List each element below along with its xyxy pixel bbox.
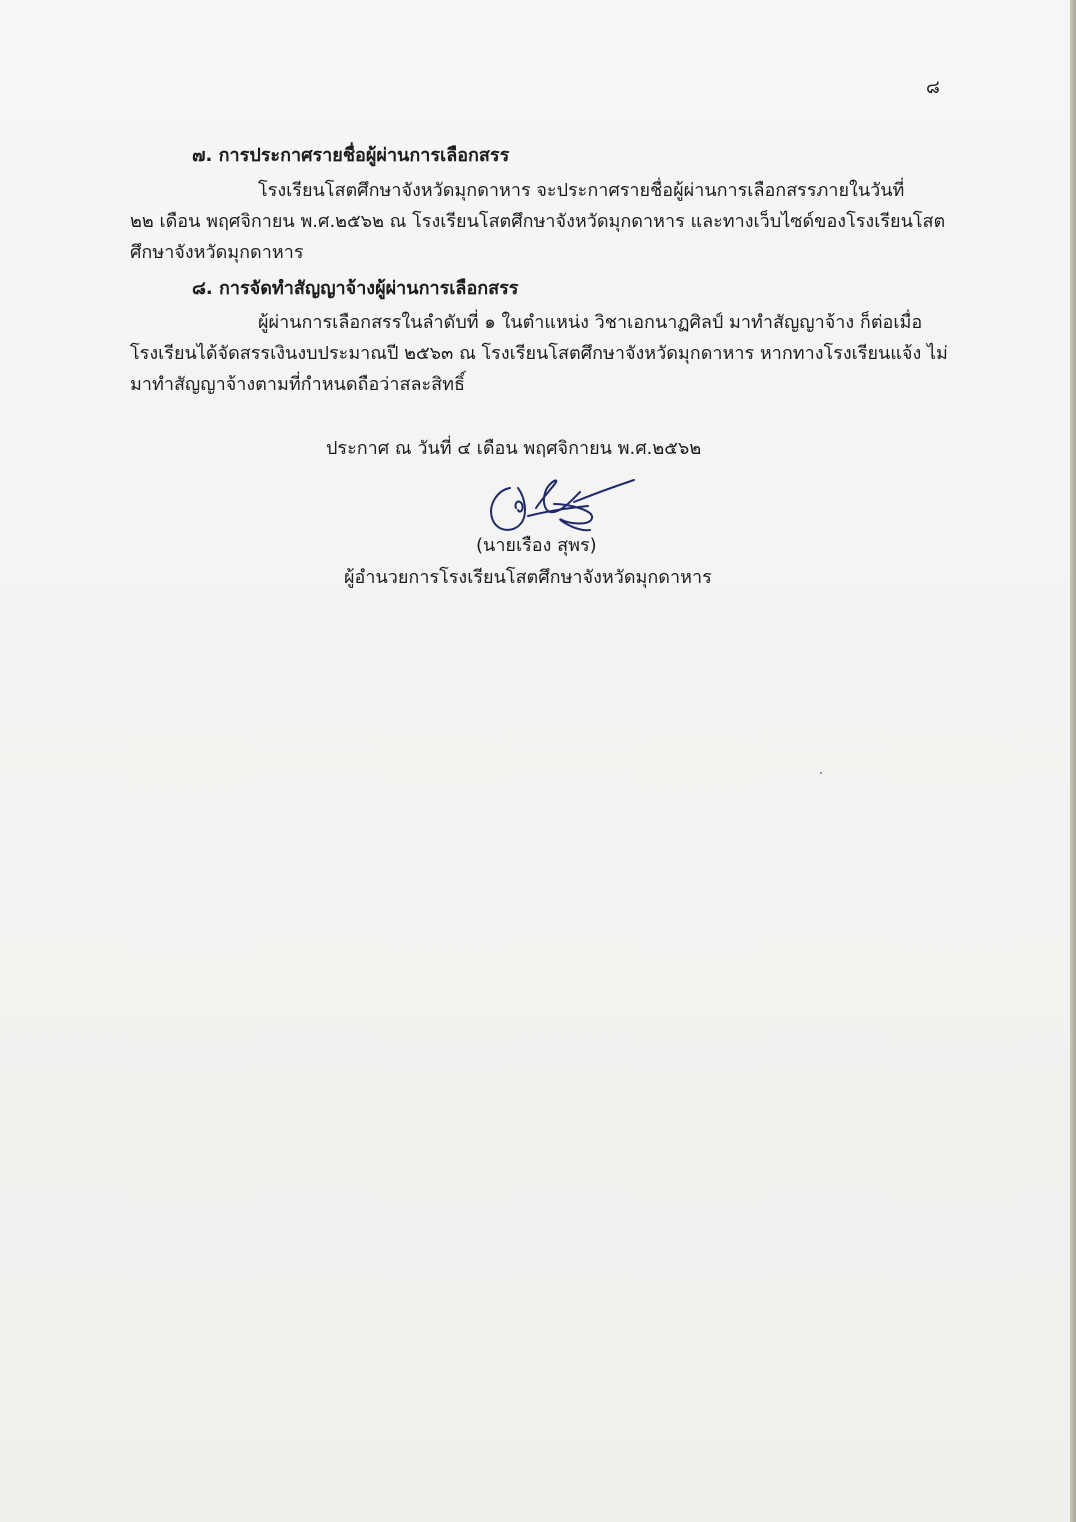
section-7-line-2: ๒๒ เดือน พฤศจิกายน พ.ศ.๒๕๖๒ ณ โรงเรียนโสตศึกษาจังหวัดมุกดาหาร และทางเว็บไซด์ของโรงเรียนโสต xyxy=(130,211,946,232)
section-7-heading: ๗. การประกาศรายชื่อผู้ผ่านการเลือกสรร xyxy=(192,145,510,166)
section-8-line-1: ผู้ผ่านการเลือกสรรในลำดับที่ ๑ ในตำแหน่ง วิชาเอกนาฏศิลป์ มาทำสัญญาจ้าง ก็ต่อเมื่อ xyxy=(258,312,923,333)
section-8-heading: ๘. การจัดทำสัญญาจ้างผู้ผ่านการเลือกสรร xyxy=(192,278,519,299)
announcement-date: ประกาศ ณ วันที่ ๔ เดือน พฤศจิกายน พ.ศ.๒๕๖๒ xyxy=(326,438,702,459)
page-number: ๘ xyxy=(926,77,940,98)
section-8-line-2: โรงเรียนได้จัดสรรเงินงบประมาณปี ๒๕๖๓ ณ โรงเรียนโสตศึกษาจังหวัดมุกดาหาร หากทางโรงเรียนแจ้ง ไม่ xyxy=(130,343,948,364)
paper-speck xyxy=(820,772,822,774)
background-edge xyxy=(1070,0,1076,1522)
section-8-line-3: มาทำสัญญาจ้างตามที่กำหนดถือว่าสละสิทธิ์ xyxy=(130,374,465,395)
signer-title: ผู้อำนวยการโรงเรียนโสตศึกษาจังหวัดมุกดาหาร xyxy=(344,567,712,588)
section-7-line-3: ศึกษาจังหวัดมุกดาหาร xyxy=(130,242,304,263)
signer-name: (นายเรือง สุพร) xyxy=(476,535,597,556)
section-7-line-1: โรงเรียนโสตศึกษาจังหวัดมุกดาหาร จะประกาศรายชื่อผู้ผ่านการเลือกสรรภายในวันที่ xyxy=(258,180,905,201)
handwritten-signature xyxy=(484,474,640,540)
